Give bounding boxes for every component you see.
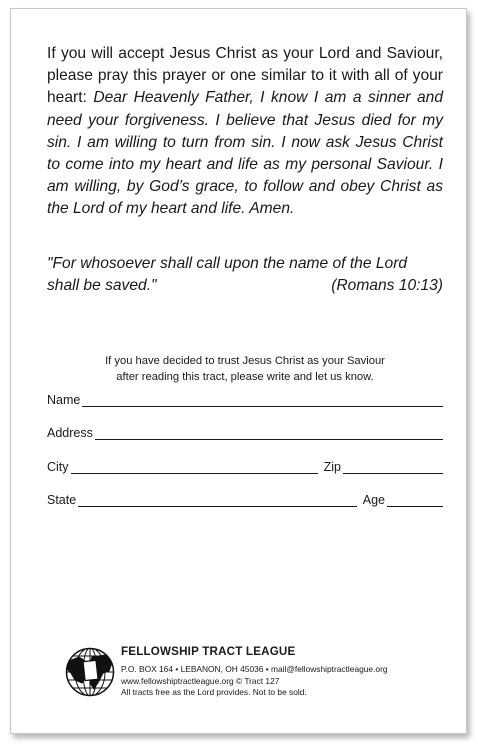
city-zip-row — [47, 456, 443, 474]
zip-field[interactable] — [343, 461, 443, 474]
verse-reference: (Romans 10:13) — [331, 277, 443, 295]
prayer-intro: If you will accept Jesus Christ as your Lord and Saviour, please pray this prayer or one similar to it with all of your heart: — [47, 45, 443, 107]
address-label: Address — [47, 426, 93, 440]
invitation-line-2: after reading this tract, please write and let us know. — [116, 371, 374, 383]
age-field[interactable] — [387, 494, 443, 507]
name-label: Name — [47, 393, 81, 407]
publisher-footer — [65, 645, 445, 705]
tract-card — [10, 8, 467, 734]
notice-line: All tracts free as the Lord provides. Not to be sold. — [121, 687, 307, 698]
invitation-text — [47, 353, 443, 385]
prayer-paragraph — [47, 43, 443, 221]
name-field[interactable] — [82, 394, 443, 407]
state-age-row — [47, 489, 443, 507]
zip-label: Zip — [323, 460, 341, 474]
city-label: City — [47, 460, 69, 474]
verse-text: "For whosoever shall call upon the name of the Lord shall be saved." — [47, 255, 408, 295]
invitation-line-1: If you have decided to trust Jesus Christ as your Saviour — [105, 355, 385, 367]
publisher-contact — [121, 664, 388, 699]
address-row — [47, 422, 443, 440]
name-row — [47, 389, 443, 407]
organization-name: FELLOWSHIP TRACT LEAGUE — [121, 645, 296, 658]
prayer-text: Dear Heavenly Father, I know I am a sinner and need your forgiveness. I believe that Jesus died for my sin. I am willing to turn from sin. I now ask Jesus Christ to come into my heart and life as my personal Saviour. I am willing, by God’s grace, to follow and obey Christ as the Lord of my heart and life. Amen. — [47, 89, 443, 218]
city-field[interactable] — [71, 461, 318, 474]
website-line: www.fellowshiptractleague.org © Tract 127 — [121, 675, 280, 686]
globe-with-tract-icon — [65, 647, 115, 697]
bible-verse — [47, 253, 443, 297]
age-label: Age — [362, 493, 385, 507]
address-line: P.O. BOX 164 • LEBANON, OH 45036 • mail@fellowshiptractleague.org — [121, 664, 388, 674]
address-field[interactable] — [95, 427, 443, 440]
state-field[interactable] — [78, 494, 357, 507]
state-label: State — [47, 493, 77, 507]
